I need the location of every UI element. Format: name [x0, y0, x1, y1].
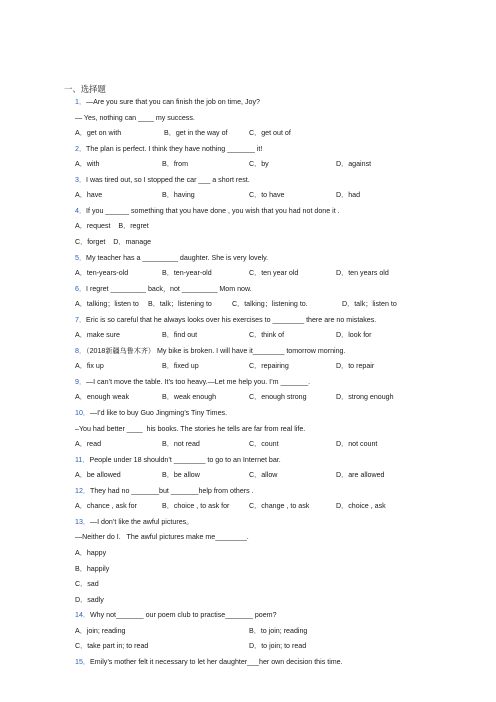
question-10 — [75, 408, 227, 418]
answer-option: D．strong enough — [336, 393, 394, 402]
answer-option: D．look for — [336, 331, 372, 340]
question-number: 10． — [75, 409, 90, 417]
answer-option: B．be allow — [162, 471, 200, 480]
answer-option: B．fixed up — [162, 362, 199, 371]
answer-option: C．ten year old — [249, 269, 299, 278]
answer-option: B．from — [162, 160, 189, 169]
question-number: 1． — [75, 98, 87, 106]
question-text: （2018新疆乌鲁木齐） My bike is broken. I will have it________ tomorrow morning. — [86, 346, 346, 355]
answer-option: C．sad — [75, 580, 99, 589]
question-number: 3． — [75, 175, 87, 184]
question-13 — [75, 517, 193, 527]
answer-option: C．get out of — [249, 129, 291, 138]
answer-option: A．read — [75, 440, 102, 449]
question-number: 9． — [75, 377, 87, 386]
answer-option: D．had — [336, 191, 361, 200]
question-2 — [75, 144, 262, 154]
answer-option: A．be allowed — [75, 471, 121, 480]
answer-option: D．talk；listen to — [342, 300, 397, 309]
answer-option: C．forget D．manage — [75, 237, 152, 246]
question-number: 2． — [75, 144, 87, 153]
question-7 — [75, 315, 376, 325]
answer-option: B．weak enough — [162, 393, 217, 402]
question-number: 14． — [75, 611, 90, 620]
answer-option: B．happily — [75, 564, 110, 573]
question-11 — [75, 455, 281, 465]
answer-option: A．talking；listen to — [75, 300, 139, 309]
answer-option: B．get in the way of — [164, 129, 228, 138]
answer-option: A．enough weak — [75, 393, 130, 402]
answer-option: C．talking；listening to. — [232, 300, 308, 309]
question-number: 5． — [75, 253, 87, 262]
question-text: If you ______ something that you have done , you wish that you had not done it . — [86, 206, 340, 215]
answer-option: D．to repair — [336, 362, 375, 371]
answer-option: A．have — [75, 191, 103, 200]
question-text: They had no _______but _______help from others . — [89, 486, 254, 495]
question-number: 7． — [75, 315, 87, 324]
answer-option: C．count — [249, 440, 279, 449]
question-text: —I’d like to buy Guo Jingming’s Tiny Times. — [89, 409, 228, 417]
answer-option: A．join; reading — [75, 626, 126, 635]
question-number: 13． — [75, 517, 90, 526]
question-text: The plan is perfect. I think they have nothing _______ it! — [86, 144, 263, 153]
question-number: 15． — [75, 657, 90, 666]
question-text: My teacher has a _________ daughter. She is very lovely. — [86, 253, 269, 262]
question-text: Emily’s mother felt it necessary to let her daughter___her own decision this time. — [89, 657, 343, 666]
question-8 — [75, 346, 345, 356]
question-text: —Are you sure that you can finish the job on time, Joy? — [86, 98, 260, 106]
answer-option: C．repairing — [249, 362, 289, 371]
answer-option: B．find out — [162, 331, 198, 340]
question-5 — [75, 253, 268, 263]
answer-option: D．are allowed — [336, 471, 385, 480]
question-9 — [75, 377, 310, 387]
answer-option: C．think of — [249, 331, 285, 340]
question-text: People under 18 shouldn’t ________ to go to an Internet bar. — [89, 455, 281, 464]
question-text: Why not_______ our poem club to practise_______ poem? — [89, 611, 277, 620]
answer-option: C．take part in; to read — [75, 642, 149, 651]
answer-option: C．by — [249, 160, 269, 169]
answer-option: C．allow — [249, 471, 278, 480]
question-14 — [75, 610, 277, 620]
answer-option: C．to have — [249, 191, 285, 200]
question-text: —I can’t move the table. It’s too heavy.—Let me help you. I’m _______. — [86, 377, 311, 386]
question-text: I regret _________ back，not _________ Mom now. — [86, 284, 252, 293]
answer-option: A．make sure — [75, 331, 120, 340]
question-4 — [75, 206, 340, 216]
answer-option: A．request B．regret — [75, 222, 149, 231]
answer-option: B．to join; reading — [249, 626, 308, 635]
answer-option: D．choice , ask — [336, 502, 386, 511]
question-6 — [75, 284, 252, 294]
answer-option: D．sadly — [75, 595, 104, 604]
answer-option: B．not read — [162, 440, 200, 449]
answer-option: A．get on with — [75, 129, 122, 138]
answer-option: A．ten-years-old — [75, 269, 129, 278]
question-number: 12． — [75, 486, 90, 495]
question-text: —I don’t like the awful pictures。 — [89, 517, 194, 526]
answer-option: C．enough strong — [249, 393, 307, 402]
answer-option: B．ten-year-old — [162, 269, 212, 278]
question-1 — [75, 97, 260, 107]
answer-option: A．fix up — [75, 362, 104, 371]
question-continuation: — Yes, nothing can ____ my success. — [75, 113, 195, 122]
question-continuation: —Neither do I. The awful pictures make me________. — [75, 533, 249, 542]
question-text: I was tired out, so I stopped the car ___ a short rest. — [86, 175, 250, 184]
question-continuation: –You had better ____ his books. The stories he tells are far from real life. — [75, 424, 306, 433]
question-number: 4． — [75, 206, 87, 215]
answer-option: D．ten years old — [336, 269, 389, 278]
answer-option: B．talk；listening to — [148, 300, 212, 309]
answer-option: D．against — [336, 160, 372, 169]
answer-option: A．chance , ask for — [75, 502, 137, 511]
answer-option: B．having — [162, 191, 195, 200]
question-text: Eric is so careful that he always looks over his exercises to ________ there are no mistakes. — [86, 315, 377, 324]
question-number: 6． — [75, 284, 87, 293]
question-number: 11． — [75, 455, 90, 464]
answer-option: B．choice , to ask for — [162, 502, 230, 511]
question-number: 8． — [75, 346, 87, 355]
answer-option: C．change , to ask — [249, 502, 310, 511]
answer-option: A．with — [75, 160, 100, 169]
question-12 — [75, 486, 254, 496]
question-3 — [75, 175, 250, 185]
answer-option: D．to join; to read — [249, 642, 307, 651]
question-15 — [75, 657, 343, 667]
answer-option: D．not count — [336, 440, 378, 449]
answer-option: A．happy — [75, 548, 107, 557]
section-title: 一、选择题 — [64, 84, 106, 94]
